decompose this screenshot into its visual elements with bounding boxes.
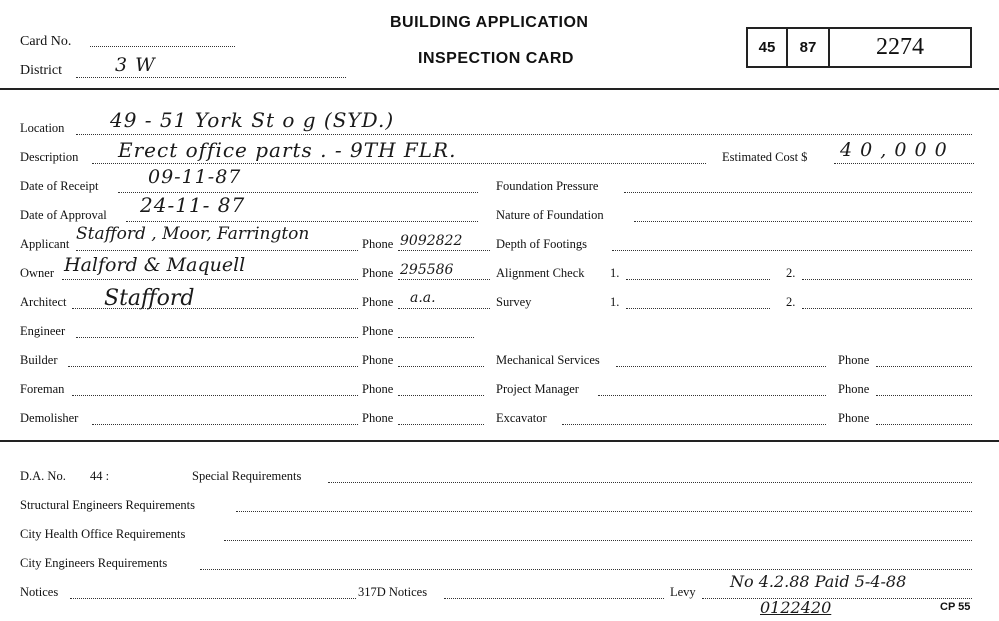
project-manager-label: Project Manager — [496, 382, 579, 396]
location-line — [76, 134, 972, 135]
foundation-pressure-line — [624, 192, 972, 193]
da-no-label: D.A. No. — [20, 469, 66, 483]
mechanical-label: Mechanical Services — [496, 353, 600, 367]
approval-line — [126, 221, 478, 222]
mechanical-phone-line — [876, 366, 972, 367]
card-box-1: 45 — [758, 39, 776, 56]
project-manager-phone-label: Phone — [838, 382, 870, 396]
title-line-2: INSPECTION CARD — [418, 50, 574, 67]
architect-value: Stafford — [104, 286, 195, 311]
mechanical-phone-label: Phone — [838, 353, 870, 367]
demolisher-phone-label: Phone — [362, 411, 394, 425]
builder-phone-label: Phone — [362, 353, 394, 367]
levy-line — [702, 598, 972, 599]
header-divider — [0, 88, 999, 90]
foreman-phone-label: Phone — [362, 382, 394, 396]
excavator-phone-label: Phone — [838, 411, 870, 425]
notices-label: Notices — [20, 585, 59, 599]
engineer-line — [76, 337, 358, 338]
levy-number: 0122420 — [760, 598, 832, 617]
location-label: Location — [20, 121, 65, 135]
owner-value: Halford & Maquell — [64, 254, 246, 276]
survey-1-label: 1. — [610, 295, 620, 309]
survey-1-line — [626, 308, 770, 309]
description-label: Description — [20, 150, 79, 164]
estimated-cost-value: 4 0 , 0 0 0 — [840, 139, 948, 161]
notices-317d-label: 317D Notices — [358, 585, 428, 599]
mechanical-line — [616, 366, 826, 367]
description-value: Erect office parts . - 9TH FLR. — [118, 138, 457, 162]
demolisher-line — [92, 424, 358, 425]
architect-phone-label: Phone — [362, 295, 394, 309]
project-manager-phone-line — [876, 395, 972, 396]
approval-label: Date of Approval — [20, 208, 107, 222]
description-line — [92, 163, 706, 164]
district-value: 3 W — [115, 54, 156, 76]
district-line — [76, 77, 346, 78]
district-label: District — [20, 63, 62, 78]
levy-value: No 4.2.88 Paid 5-4-88 — [730, 572, 907, 591]
engineer-phone-label: Phone — [362, 324, 394, 338]
card-no-line — [90, 46, 235, 47]
builder-label: Builder — [20, 353, 58, 367]
owner-phone-value: 295586 — [400, 262, 454, 278]
structural-line — [236, 511, 972, 512]
approval-value: 24-11- 87 — [140, 193, 246, 217]
applicant-label: Applicant — [20, 237, 70, 251]
alignment-1-label: 1. — [610, 266, 620, 280]
architect-phone-line — [398, 308, 490, 309]
location-value: 49 - 51 York St o g (SYD.) — [110, 108, 395, 132]
foundation-pressure-label: Foundation Pressure — [496, 179, 599, 193]
owner-label: Owner — [20, 266, 55, 280]
excavator-phone-line — [876, 424, 972, 425]
estimated-cost-line — [834, 163, 974, 164]
demolisher-phone-line — [398, 424, 484, 425]
nature-foundation-line — [634, 221, 972, 222]
alignment-2-line — [802, 279, 972, 280]
middle-divider — [0, 440, 999, 442]
da-no-value: 44 : — [90, 469, 110, 483]
depth-footings-label: Depth of Footings — [496, 237, 587, 251]
applicant-line — [76, 250, 358, 251]
alignment-1-line — [626, 279, 770, 280]
card-box-2: 87 — [799, 39, 817, 56]
owner-phone-line — [398, 279, 490, 280]
survey-2-line — [802, 308, 972, 309]
applicant-value: Stafford , Moor, Farrington — [76, 224, 310, 244]
city-engineers-label: City Engineers Requirements — [20, 556, 168, 570]
city-engineers-line — [200, 569, 972, 570]
special-requirements-line — [328, 482, 972, 483]
card-number-boxes — [746, 27, 972, 68]
applicant-phone-value: 9092822 — [400, 233, 463, 249]
alignment-label: Alignment Check — [496, 266, 585, 280]
survey-2-label: 2. — [786, 295, 796, 309]
architect-label: Architect — [20, 295, 67, 309]
receipt-value: 09-11-87 — [148, 166, 242, 188]
notices-317d-line — [444, 598, 664, 599]
alignment-2-label: 2. — [786, 266, 796, 280]
estimated-cost-label: Estimated Cost $ — [722, 150, 808, 164]
nature-foundation-label: Nature of Foundation — [496, 208, 604, 222]
notices-line — [70, 598, 356, 599]
applicant-phone-line — [398, 250, 490, 251]
project-manager-line — [598, 395, 826, 396]
health-line — [224, 540, 972, 541]
owner-line — [62, 279, 358, 280]
foreman-phone-line — [398, 395, 484, 396]
receipt-label: Date of Receipt — [20, 179, 99, 193]
levy-label: Levy — [670, 585, 696, 599]
applicant-phone-label: Phone — [362, 237, 394, 251]
architect-phone-value: a.a. — [410, 290, 436, 306]
card-box-3: 2274 — [876, 34, 924, 60]
structural-label: Structural Engineers Requirements — [20, 498, 195, 512]
survey-label: Survey — [496, 295, 532, 309]
engineer-phone-line — [398, 337, 474, 338]
engineer-label: Engineer — [20, 324, 66, 338]
form-code: CP 55 — [940, 601, 971, 613]
card-no-label: Card No. — [20, 34, 72, 49]
owner-phone-label: Phone — [362, 266, 394, 280]
depth-footings-line — [612, 250, 972, 251]
foreman-line — [72, 395, 358, 396]
demolisher-label: Demolisher — [20, 411, 79, 425]
builder-phone-line — [398, 366, 484, 367]
health-label: City Health Office Requirements — [20, 527, 186, 541]
excavator-label: Excavator — [496, 411, 547, 425]
foreman-label: Foreman — [20, 382, 65, 396]
excavator-line — [562, 424, 826, 425]
builder-line — [68, 366, 358, 367]
title-line-1: BUILDING APPLICATION — [390, 14, 589, 31]
special-requirements-label: Special Requirements — [192, 469, 302, 483]
